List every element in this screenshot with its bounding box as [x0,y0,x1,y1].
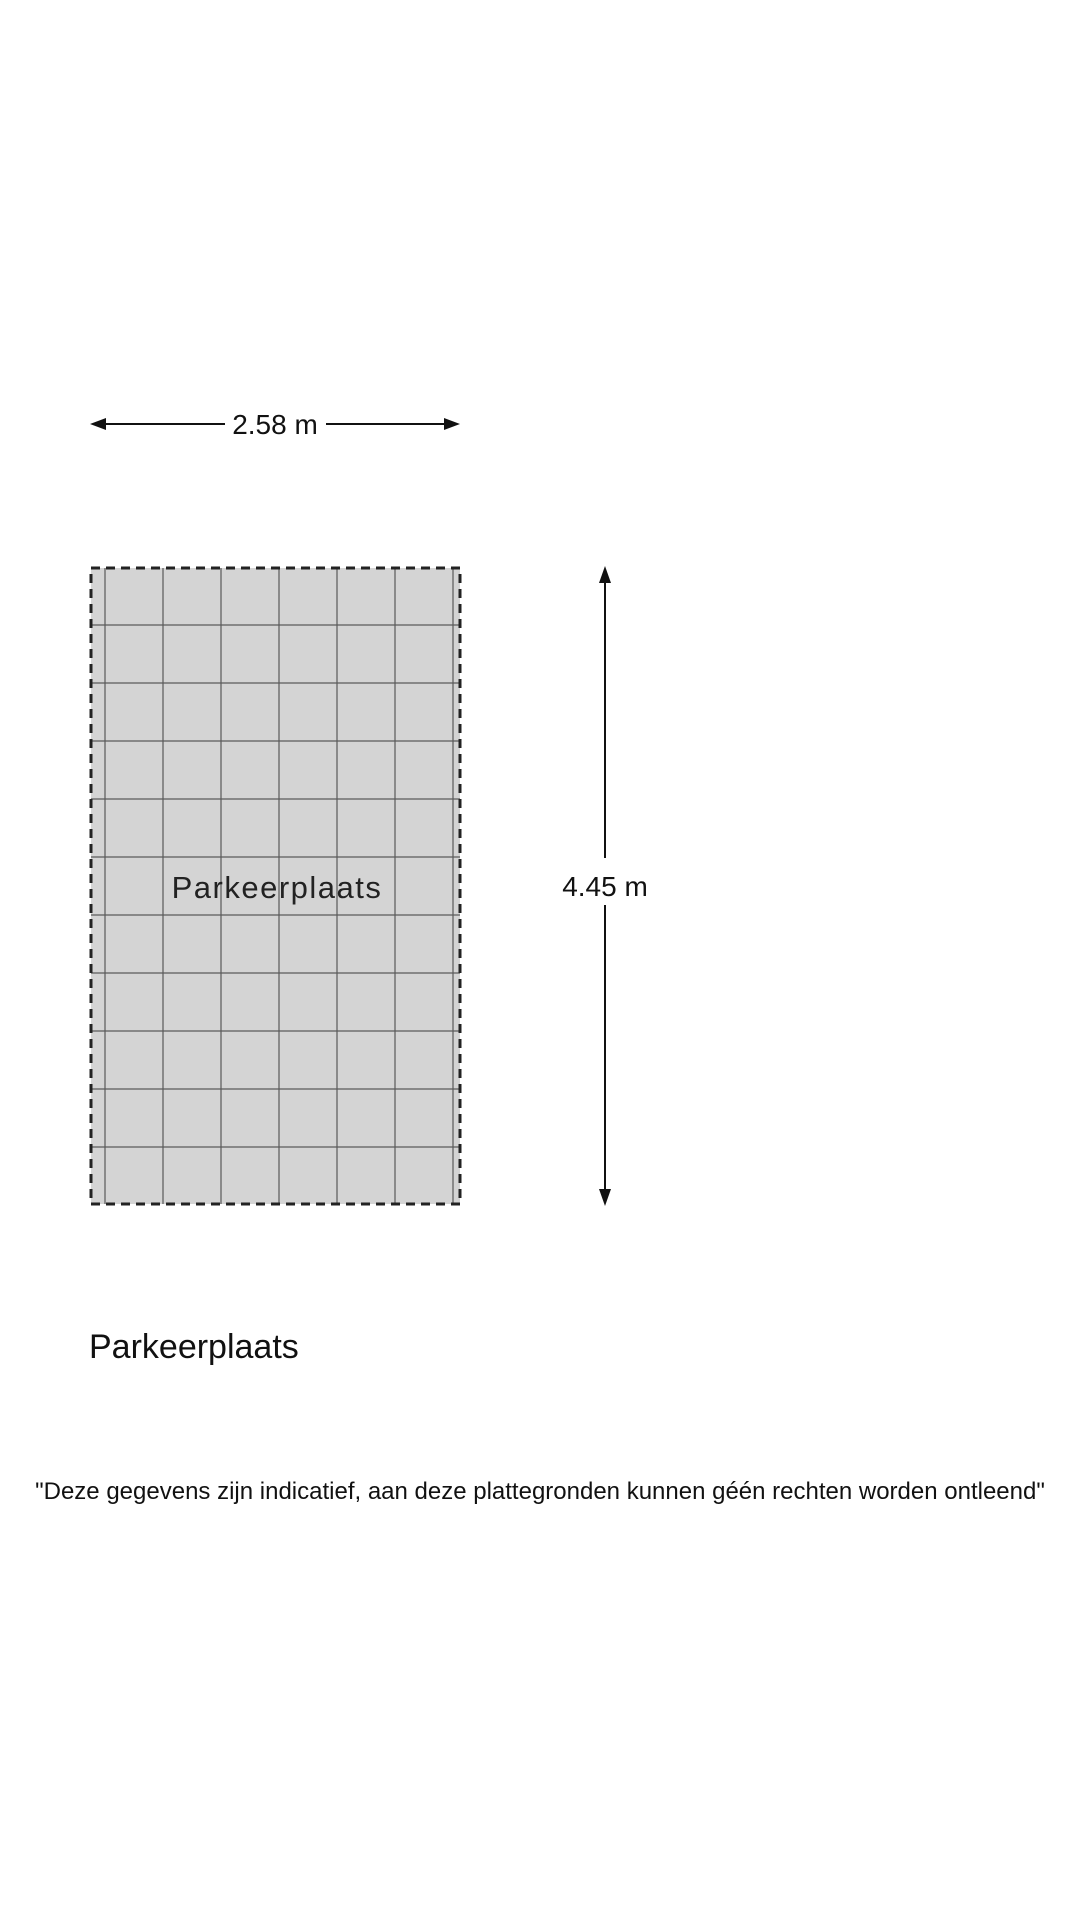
depth-dimension-label: 4.45 m [562,871,648,902]
floor-title: Parkeerplaats [89,1328,299,1366]
arrow-up-icon [599,566,611,583]
room-parkeerplaats [91,568,460,1204]
arrow-left-icon [90,418,106,430]
width-dimension [90,409,460,440]
room-label: Parkeerplaats [171,870,383,905]
width-dimension-label: 2.58 m [232,409,318,440]
arrow-down-icon [599,1189,611,1206]
arrow-right-icon [444,418,460,430]
depth-dimension [562,566,648,1206]
disclaimer-text: "Deze gegevens zijn indicatief, aan deze plattegronden kunnen géén rechten worden ontleend" [35,1478,1045,1505]
